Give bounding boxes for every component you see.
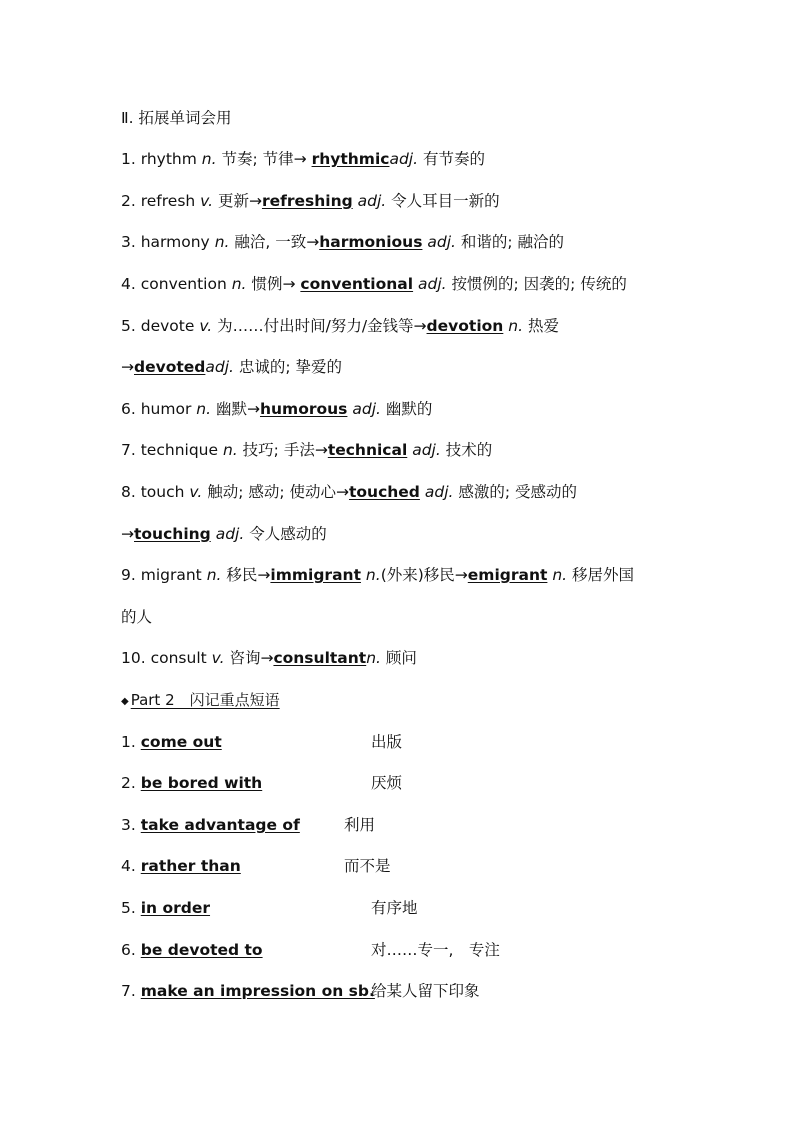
phrase-item [121, 940, 681, 960]
phrase-meaning: 而不是 [344, 857, 391, 875]
word-item-harmony [121, 232, 681, 252]
item-number: 10. [121, 649, 146, 667]
phrase-item [121, 898, 681, 918]
answer-word: emigrant [467, 566, 548, 584]
headword: touch [140, 483, 185, 501]
part-of-speech: n. [196, 400, 212, 418]
phrase: take advantage of [140, 816, 300, 834]
headword: humor [140, 400, 192, 418]
item-number: 2. [121, 774, 136, 792]
headword: technique [140, 441, 219, 459]
word-item-refresh [121, 191, 681, 211]
answer-word: touching [134, 525, 211, 543]
word-item-devote-continued [121, 357, 681, 377]
answer-word: devoted [134, 358, 206, 376]
arrow: → [121, 525, 134, 543]
phrase: be devoted to [140, 941, 263, 959]
answer-word: devotion [426, 317, 504, 335]
headword: migrant [140, 566, 202, 584]
word-item-touch-continued [121, 524, 681, 544]
item-number: 4. [121, 275, 136, 293]
part2-heading [121, 690, 681, 712]
word-item-humor [121, 399, 681, 419]
phrase-meaning: 厌烦 [371, 774, 403, 792]
word-item-convention [121, 274, 681, 294]
meaning: 节奏; 节律→ [221, 150, 307, 168]
meaning: 技巧; 手法→ [242, 441, 328, 459]
item-number: 4. [121, 857, 136, 875]
part-of-speech: n. [231, 275, 247, 293]
phrase-item [121, 732, 681, 752]
item-number: 7. [121, 982, 136, 1000]
phrase-item [121, 981, 681, 1001]
answer-word: rhythmic [311, 150, 390, 168]
arrow: → [121, 358, 134, 376]
phrase-meaning: 有序地 [371, 899, 418, 917]
meaning: 移民→ [226, 566, 271, 584]
meaning: 移居外国 [572, 566, 635, 584]
section-title [121, 108, 681, 128]
section-title-text: Ⅱ. 拓展单词会用 [121, 109, 232, 127]
word-item-touch [121, 482, 681, 502]
part2-title: Part 2 闪记重点短语 [130, 691, 280, 709]
item-number: 5. [121, 899, 136, 917]
word-item-consult [121, 648, 681, 668]
answer-word: touched [348, 483, 420, 501]
item-number: 1. [121, 733, 136, 751]
answer-word: consultant [273, 649, 367, 667]
headword: devote [140, 317, 195, 335]
part-of-speech: n. [365, 566, 381, 584]
item-number: 8. [121, 483, 136, 501]
part-of-speech: adj. [389, 150, 419, 168]
meaning: 为……付出时间/努力/金钱等→ [217, 317, 427, 335]
headword: harmony [140, 233, 210, 251]
meaning: 忠诚的; 挚爱的 [238, 358, 343, 376]
part-of-speech: adj. [424, 483, 454, 501]
meaning: 感激的; 受感动的 [458, 483, 578, 501]
item-number: 3. [121, 233, 136, 251]
meaning: 融洽, 一致→ [234, 233, 320, 251]
answer-word: humorous [259, 400, 348, 418]
word-item-rhythm [121, 149, 681, 169]
phrase-meaning: 对……专一, 专注 [371, 941, 500, 959]
phrase: make an impression on sb. [140, 982, 375, 1000]
part-of-speech: adj. [418, 275, 447, 293]
item-number: 5. [121, 317, 136, 335]
phrase: come out [140, 733, 222, 751]
part-of-speech: adj. [427, 233, 456, 251]
meaning: 的人 [121, 608, 153, 626]
headword: consult [150, 649, 207, 667]
phrase-item [121, 815, 681, 835]
item-number: 1. [121, 150, 136, 168]
part-of-speech: n. [201, 150, 217, 168]
meaning: 咨询→ [229, 649, 274, 667]
meaning: 更新→ [217, 192, 262, 210]
phrase-item [121, 773, 681, 793]
meaning: 技术的 [445, 441, 493, 459]
item-number: 6. [121, 941, 136, 959]
headword: rhythm [140, 150, 197, 168]
part-of-speech: v. [189, 483, 203, 501]
item-number: 9. [121, 566, 136, 584]
phrase-meaning: 给某人留下印象 [371, 982, 480, 1000]
item-number: 6. [121, 400, 136, 418]
part-of-speech: adj. [357, 192, 387, 210]
part-of-speech: n. [206, 566, 222, 584]
answer-word: technical [327, 441, 408, 459]
item-number: 2. [121, 192, 136, 210]
phrase: be bored with [140, 774, 263, 792]
meaning: 惯例→ [251, 275, 296, 293]
meaning: 和谐的; 融洽的 [460, 233, 565, 251]
part-of-speech: n. [552, 566, 568, 584]
meaning: 幽默→ [215, 400, 260, 418]
headword: convention [140, 275, 227, 293]
answer-word: refreshing [261, 192, 353, 210]
meaning: 令人感动的 [249, 525, 327, 543]
part-of-speech: adj. [412, 441, 441, 459]
part-of-speech: n. [508, 317, 524, 335]
meaning: (外来)移民→ [380, 566, 468, 584]
phrase-meaning: 出版 [371, 733, 403, 751]
phrase-item [121, 856, 681, 876]
meaning: 按惯例的; 因袭的; 传统的 [451, 275, 627, 293]
phrase: in order [140, 899, 211, 917]
part-of-speech: adj. [352, 400, 381, 418]
headword: refresh [140, 192, 196, 210]
phrase: rather than [140, 857, 241, 875]
item-number: 7. [121, 441, 136, 459]
part-of-speech: adj. [215, 525, 245, 543]
phrase-meaning: 利用 [344, 816, 376, 834]
part-of-speech: adj. [205, 358, 234, 376]
diamond-icon: ◆ [121, 696, 129, 707]
meaning: 有节奏的 [422, 150, 485, 168]
part-of-speech: n. [222, 441, 238, 459]
meaning: 令人耳目一新的 [391, 192, 500, 210]
meaning: 幽默的 [385, 400, 433, 418]
word-item-migrant-continued [121, 607, 681, 627]
word-item-migrant [121, 565, 681, 585]
part-of-speech: v. [211, 649, 225, 667]
part-of-speech: v. [199, 317, 213, 335]
answer-word: conventional [300, 275, 414, 293]
part-of-speech: v. [200, 192, 214, 210]
meaning: 触动; 感动; 使动心→ [207, 483, 349, 501]
answer-word: harmonious [319, 233, 423, 251]
word-item-technique [121, 440, 681, 460]
item-number: 3. [121, 816, 136, 834]
word-item-devote [121, 316, 681, 336]
part-of-speech: n. [366, 649, 381, 667]
meaning: 顾问 [385, 649, 417, 667]
answer-word: immigrant [270, 566, 361, 584]
meaning: 热爱 [527, 317, 559, 335]
part-of-speech: n. [214, 233, 230, 251]
